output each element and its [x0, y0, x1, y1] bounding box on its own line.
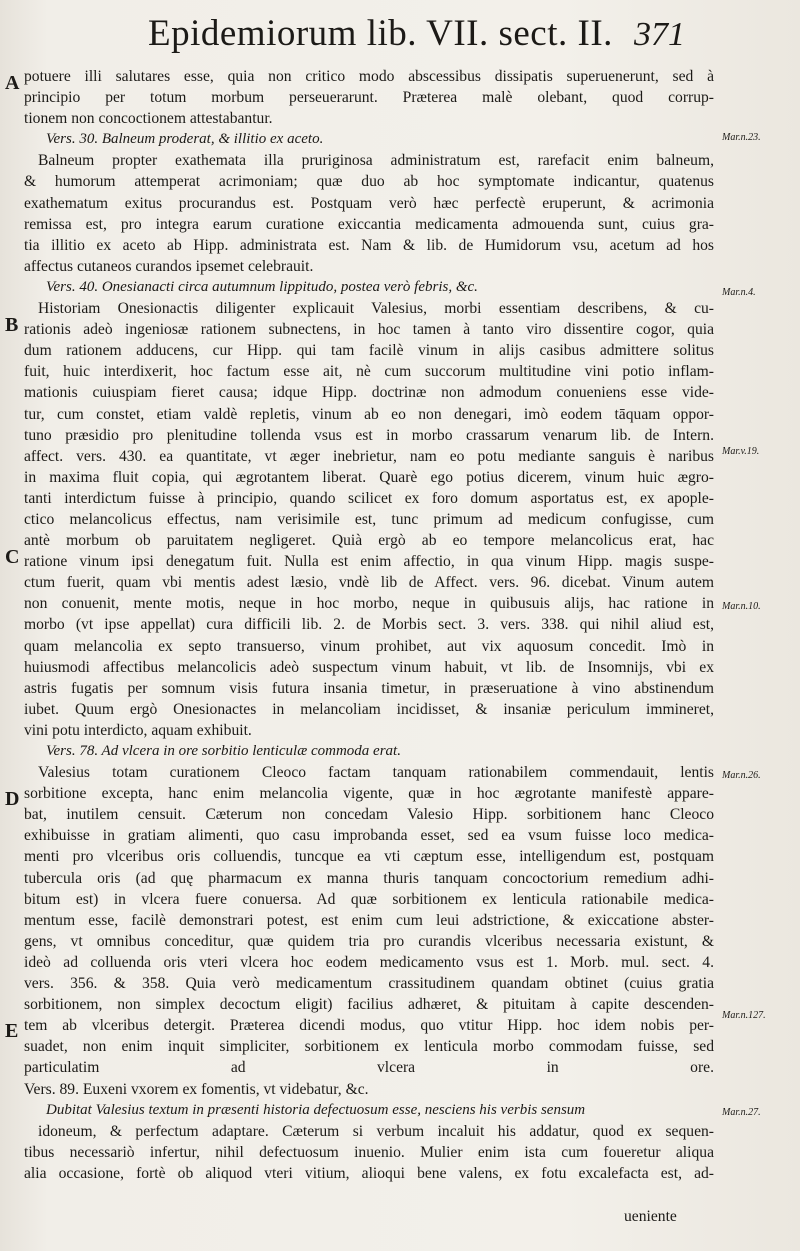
text-line: sorbitionem, non simplex decoctum eligit) facilius adhæret, & pituitam à capite descenden- — [24, 996, 714, 1014]
text-line: affectus cutaneos curandos ipsemet celebrauit. — [24, 257, 314, 275]
text-line: antè morbum ob paruitatem negligeret. Quià ergò ab eo tempore melancolicus erat, hac — [24, 532, 714, 550]
text-line: morbo (vt ipse appellat) cura difficili lib. 2. de Morbis sect. 3. vers. 338. qui nihil aliud est, — [24, 616, 714, 634]
text-line: astris fugatis per somnum visis futura insania timetur, in præseruatione à vino abstinendum — [24, 679, 714, 697]
text-line: exhibuisse in gratiam alimenti, quo casu improbanda esset, sed ea vsum fuisse loco medica- — [24, 827, 714, 845]
margin-note: Mar.n.10. — [722, 601, 761, 612]
text-line: ctum fuerit, quam vbi mentis adest læsio, vndè lib de Affect. vers. 96. dicebat. Vinum autem — [24, 574, 714, 592]
margin-note: Mar.n.127. — [722, 1010, 766, 1021]
running-title: Epidemiorum lib. VII. sect. II. — [148, 13, 613, 54]
text-line: ctico melancolicus effectus, nam verisimile est, tunc primum ad medicum confugisse, cum — [24, 510, 714, 528]
text-line: dum rationem adducens, cur Hipp. qui tam facilè vinum in alijs casibus admittere solitus — [24, 342, 714, 360]
text-line — [24, 1184, 714, 1205]
margin-note: Mar.n.27. — [722, 1107, 761, 1118]
section-marker-a: A — [5, 72, 20, 94]
text-line: iubet. Quum ergò Onesionactes in melancoliam incidisset, & insaniæ periculum immineret, — [24, 700, 714, 718]
verse-heading: Vers. 30. Balneum proderat, & illitio ex aceto. — [46, 131, 324, 148]
text-line: tem ab vlceribus detergit. Præterea dicendi modus, quo vtitur Hipp. hoc idem nobis per- — [24, 1017, 714, 1035]
section-marker-e: E — [5, 1020, 19, 1042]
verse-heading: Vers. 40. Onesianacti circa autumnum lippitudo, postea verò febris, &c. — [46, 278, 478, 295]
page-number: 371 — [634, 16, 685, 53]
text-line: vini potu interdicto, aquam exhibuit. — [24, 721, 252, 739]
text-line: bat, inutilem censuit. Cæterum non concedam Valesio Hipp. sorbitionem hanc Cleoco — [24, 806, 714, 824]
paragraph-e — [24, 1100, 714, 1205]
text-line: Historiam Onesionactis diligenter explicauit Valesius, morbi essentiam describens, & cu- — [38, 300, 714, 318]
text-line: in maxima fluit copia, qui ægrotantem liberat. Quarè ego potius dicerem, vinum huic ægro- — [24, 468, 714, 486]
text-line: rationis adeò ingeniosæ rationem subnectens, in hoc tamen à tanto viro dissentire cogor, quia — [24, 321, 714, 339]
section-marker-b: B — [5, 314, 19, 336]
body-text — [0, 66, 800, 1205]
text-line: remissa est, pro integra earum curatione exiccantia medicamenta admouenda sunt, cuius gra- — [24, 215, 714, 233]
verse-heading: Dubitat Valesius textum in præsenti historia defectuosum esse, nesciens his verbis sensum — [46, 1101, 586, 1118]
text-line: fuit, huic interdixerit, hoc factum esse ait, nè cum succorum multitudine vini potio inflam- — [24, 363, 714, 381]
catchword: ueniente — [624, 1208, 677, 1225]
text-line: bitum est) in vlcera fuere conuersa. Ad quæ sorbitionem ex lenticula rationabile medica- — [24, 890, 714, 908]
text-line: tionem non concoctionem attestabantur. — [24, 110, 273, 128]
text-line: Vers. 89. Euxeni vxorem ex fomentis, vt videbatur, &c. — [24, 1080, 369, 1098]
text-line: sorbitione excepta, hanc enim melancolia vigente, quæ in hoc ægrotante manifestè appare- — [24, 785, 714, 803]
text-line: huiusmodi affectibus melancolicis adeò suspectum vinum habuit, vt lib. de Insomnijs, vbi ex — [24, 658, 714, 676]
text-line: ratione vinum ipsi denegatum fuit. Nulla est enim affectio, in qua vinum Hipp. magis suspe- — [24, 553, 714, 571]
text-line: suadet, non enim inquit simpliciter, sorbitionem ex lenticula morbo commodam fuisse, sed — [24, 1038, 714, 1056]
text-line: Valesius totam curationem Cleoco factam tanquam rationabilem commendauit, lentis — [38, 764, 714, 782]
paragraph-b — [24, 277, 714, 741]
text-line: tibus necessariò infertur, nihil defectuosum inuenio. Mulier enim ista cum foueretur aliqua — [24, 1143, 714, 1161]
text-line: tuno præsidio pro plenitudine tollenda vsus est in morbo crassarum venarum lib. de Intern. — [24, 426, 714, 444]
text-line: non conuenit, mente motis, neque in hoc morbo, neque in quibusuis alijs, hac ratione in — [24, 595, 714, 613]
text-line: tanti interdictum fuisse à principio, quando scilicet ex foro domum asportatus est, ex apople- — [24, 489, 714, 507]
text-line: potuere illi salutares esse, quia non critico modo abscessibus dissipatis superuenerunt, sed à — [24, 68, 714, 85]
section-marker-c: C — [5, 546, 20, 568]
margin-note: Mar.n.4. — [722, 287, 756, 298]
text-line: exathematum exitus procurandus est. Postquam verò hæc perfectè eruperunt, & acrimonia — [24, 194, 714, 212]
text-line: tur, cum constet, etiam valdè repletis, vinum ab eo non denegari, imò eodem tāquam oppor- — [24, 405, 714, 423]
text-line: principio per totum morbum perseuerarunt. Præterea malè olebant, quod corrup- — [24, 89, 714, 107]
text-line: & humorum attemperat acrimoniam; quæ duo ab hoc symptomate indicantur, quatenus — [24, 173, 714, 191]
margin-note: Mar.n.23. — [722, 132, 761, 143]
paragraph-a — [24, 66, 714, 277]
text-line: tia illitio ex aceto ab Hipp. administrata est. Nam & lib. de Humidorum vsu, acetum ad hos — [24, 236, 714, 254]
text-line: ideò ad colluenda oris vteri vlcera hoc eodem medicamento vsus est 1. Morb. mul. sect. 4. — [24, 953, 714, 971]
text-line: quam melancolia ex septo transuerso, vinum prohibet, aut vix aquosum concedit. Imò in — [24, 637, 714, 655]
text-line: mentum esse, facilè demonstrari potest, est enim cum leui adstrictione, & exiccatione abster- — [24, 911, 714, 929]
text-line: mationis cuiuspiam fieret causa; idque Hipp. doctrinæ non admodum conueniens esse vide- — [24, 384, 714, 402]
running-header — [0, 12, 800, 62]
margin-note: Mar.n.26. — [722, 770, 761, 781]
text-line: menti pro vlceribus oris colluendis, tuncque ea vti cæptum esse, intelligendum est, postquam — [24, 848, 714, 866]
text-line: Balneum propter exathemata illa pruriginosa administratum est, rarefacit enim balneum, — [38, 152, 714, 170]
text-line: vers. 356. & 358. Quia verò medicamentum crassitudinem quandam obtinet (cuius gratia — [24, 975, 714, 993]
text-line: affect. vers. 430. ea quantitate, vt æger inebrietur, nam eo potu mediante sanguis è naribus — [24, 447, 714, 465]
section-marker-d: D — [5, 788, 20, 810]
paragraph-d — [24, 741, 714, 1100]
text-line: idoneum, & perfectum adaptare. Cæterum si verbum incaluit his addatur, quod ex sequen- — [38, 1122, 714, 1140]
verse-heading: Vers. 78. Ad vlcera in ore sorbitio lenticulæ commoda erat. — [46, 743, 401, 759]
text-line: tubercula oris (ad quę pharmacum ex manna thuris tanquam concoctorium remedium adhi- — [24, 869, 714, 887]
text-line: particulatim ad vlcera in ore. — [24, 1059, 714, 1077]
text-line: alia occasione, fortè ob aliquod vteri vitium, alioqui bene valens, ex fotu excalefacta est, ad- — [24, 1164, 714, 1182]
text-line: gens, vt omnibus conceditur, quæ quidem tria pro curandis vlceribus necessaria existunt, & — [24, 932, 714, 950]
margin-note: Mar.v.19. — [722, 446, 760, 457]
